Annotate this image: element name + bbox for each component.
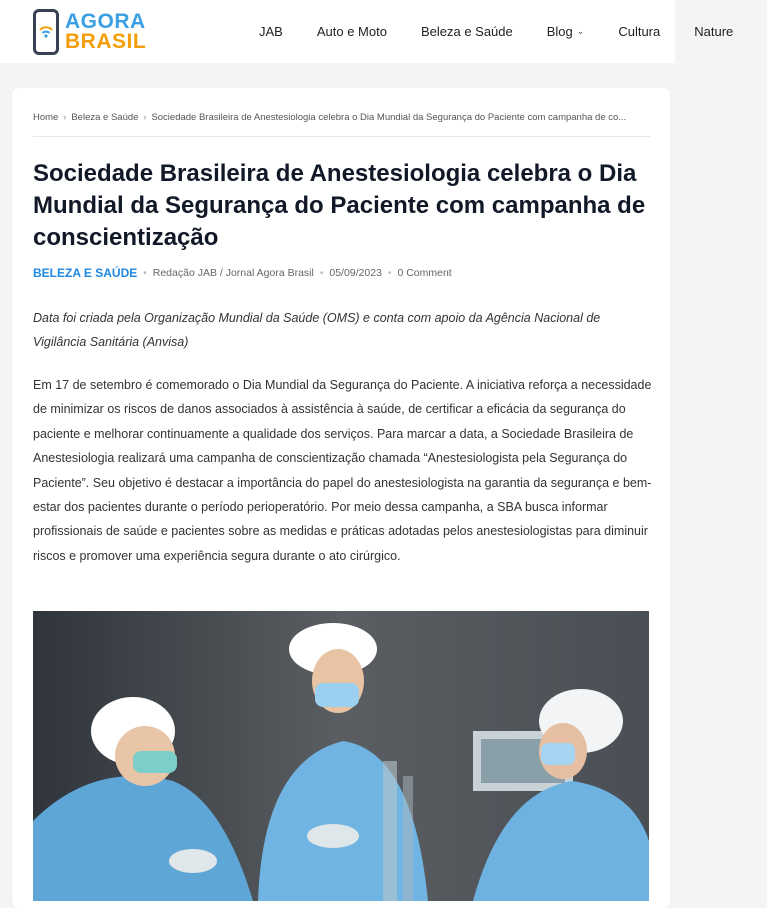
author[interactable]: Redação JAB / Jornal Agora Brasil xyxy=(152,267,314,279)
phone-logo-icon xyxy=(33,9,59,55)
logo-text-line2: BRASIL xyxy=(65,30,147,53)
breadcrumb-section[interactable]: Beleza e Saúde xyxy=(71,112,139,123)
nav-item-beleza-e-saude[interactable]: Beleza e Saúde xyxy=(420,24,513,39)
chevron-down-icon: ⌄ xyxy=(576,26,585,36)
publish-date: 05/09/2023 xyxy=(329,267,382,279)
chevron-right-icon: › xyxy=(143,112,147,122)
article-lead: Data foi criada pela Organização Mundial da Saúde (OMS) e conta com apoio da Agência Nacional de Vigilância Sanitária (Anvisa) xyxy=(33,311,601,349)
main-nav xyxy=(259,0,767,63)
chevron-right-icon: › xyxy=(63,112,67,122)
logo-text-line1: AGORA xyxy=(65,10,146,33)
category-link[interactable]: BELEZA E SAÚDE xyxy=(33,266,138,280)
article-card xyxy=(12,88,670,908)
nav-item-auto-e-moto[interactable]: Auto e Moto xyxy=(316,24,387,39)
separator-dot-icon: • xyxy=(319,267,324,279)
nav-item-cultura[interactable]: Cultura xyxy=(618,24,661,39)
article-title: Sociedade Brasileira de Anestesiologia celebra o Dia Mundial da Segurança do Paciente com campanha de conscientização xyxy=(33,160,646,251)
site-header xyxy=(0,0,734,63)
article-body: Em 17 de setembro é comemorado o Dia Mundial da Segurança do Paciente. A iniciativa reforça a necessidade de minimizar os riscos de danos associados à assistência à saúde, de certificar a eficácia da segurança do paciente e melhorar continuamente a qualidade dos serviços. Para marcar a data, a Sociedade Brasileira de Anestesiologia realizará uma campanha de conscientização chamada “Anestesiologista pela Segurança do Paciente”. Seu objetivo é destacar a importância do papel do anestesiologista na garantia da segurança e bem-estar dos pacientes durante o período perioperatório. Por meio dessa campanha, a SBA busca informar profissionais de saúde e pacientes sobre as medidas e práticas adotadas pelos anestesiologistas para diminuir riscos e promover uma experiência segura durante o ato cirúrgico. xyxy=(33,378,652,563)
nav-item-blog[interactable]: Blog ⌄ xyxy=(546,24,585,39)
article-meta xyxy=(33,266,452,280)
breadcrumb-current: Sociedade Brasileira de Anestesiologia celebra o Dia Mundial da Segurança do Paciente com campanha de co... xyxy=(151,112,627,123)
article-image xyxy=(33,611,649,901)
site-logo[interactable] xyxy=(33,8,146,56)
separator-dot-icon: • xyxy=(143,267,147,279)
comment-count[interactable]: 0 Comment xyxy=(397,267,452,279)
separator-dot-icon: • xyxy=(387,267,392,279)
nav-item-jab[interactable]: JAB xyxy=(259,24,283,39)
breadcrumb xyxy=(33,112,650,137)
nav-item-nature[interactable]: Nature xyxy=(694,24,734,39)
breadcrumb-home[interactable]: Home xyxy=(33,112,59,123)
